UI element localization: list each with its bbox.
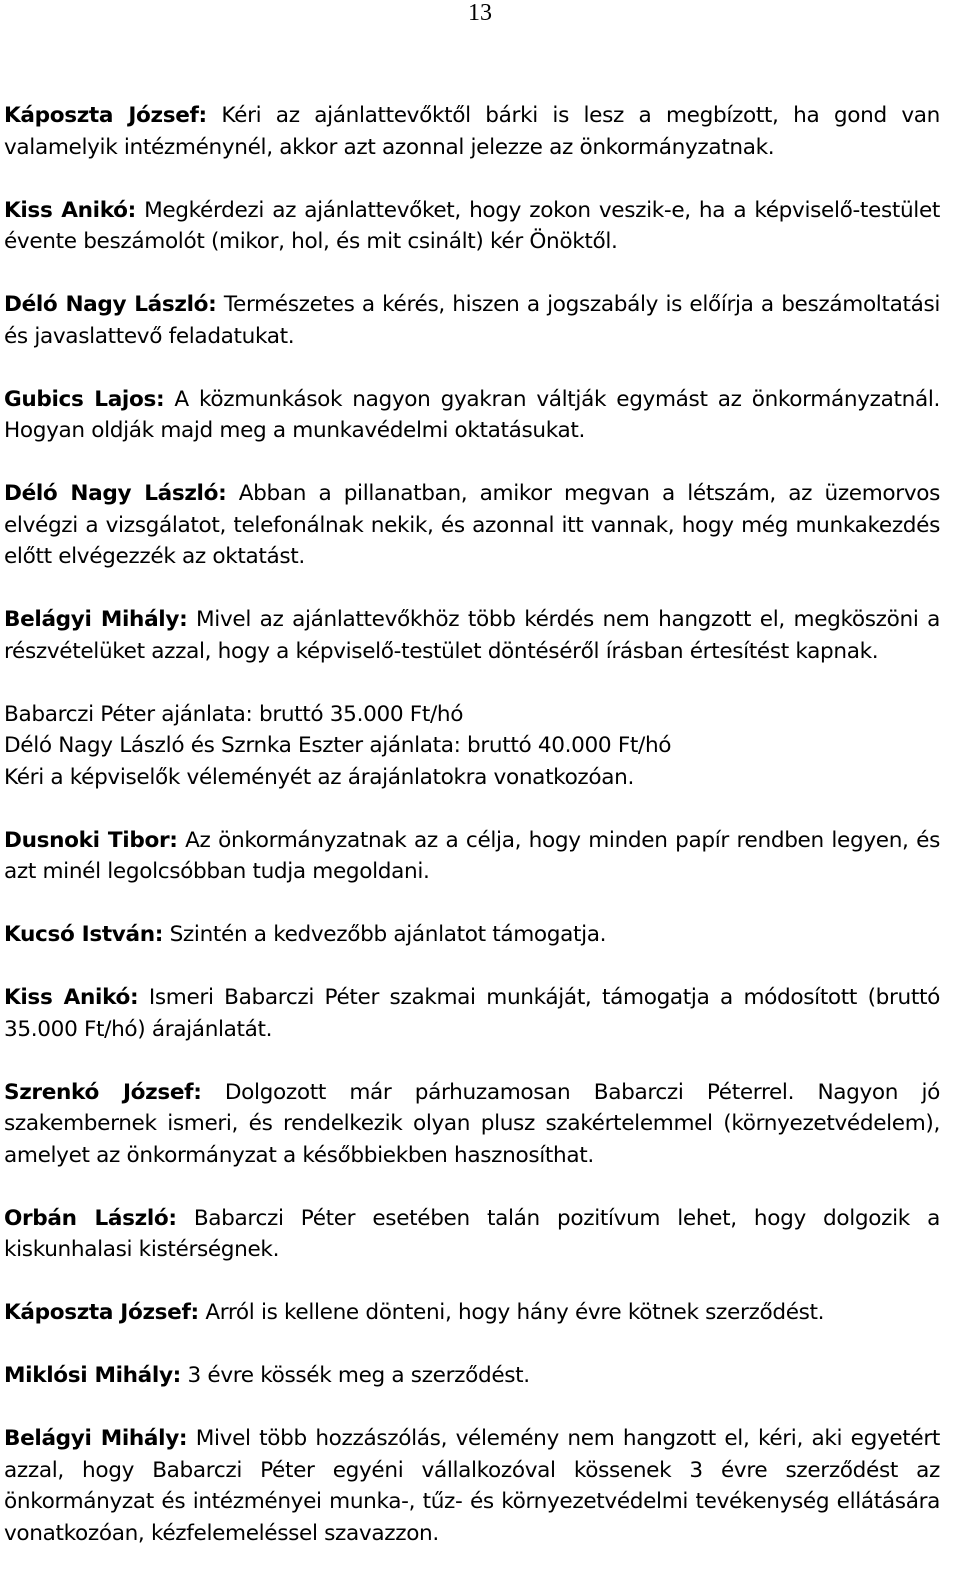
statement-delo-2 bbox=[4, 478, 940, 573]
statement-kaposzta-1 bbox=[4, 100, 940, 163]
statement-kaposzta-2 bbox=[4, 1297, 940, 1329]
statement-belagyi-2 bbox=[4, 1423, 940, 1549]
statement-text: Megkérdezi az ajánlattevőket, hogy zokon veszik-e, ha a képviselő-testület évente beszámolót (mikor, hol, és mit csinált) kér Önöktől. bbox=[4, 197, 941, 254]
offers-block bbox=[4, 699, 940, 794]
statement-text: 3 évre kössék meg a szerződést. bbox=[187, 1363, 530, 1388]
statement-text: Ismeri Babarczi Péter szakmai munkáját, támogatja a módosított (bruttó 35.000 Ft/hó) árajánlatát. bbox=[4, 985, 940, 1042]
statement-kiss-2 bbox=[4, 982, 940, 1045]
statement-text: Természetes a kérés, hiszen a jogszabály is előírja a beszámoltatási és javaslattevő feladatukat. bbox=[4, 292, 941, 349]
speaker-name: Orbán László: bbox=[4, 1205, 177, 1231]
speaker-name: Gubics Lajos: bbox=[4, 386, 165, 412]
speaker-name: Belágyi Mihály: bbox=[4, 607, 188, 632]
offer-request: Kéri a képviselők véleményét az árajánlatokra vonatkozóan. bbox=[4, 764, 635, 790]
statement-miklosi bbox=[4, 1360, 940, 1392]
statement-text: Babarczi Péter esetében talán pozitívum lehet, hogy dolgozik a kiskunhalasi kistérségnek. bbox=[4, 1205, 940, 1262]
speaker-name: Miklósi Mihály: bbox=[4, 1363, 181, 1388]
speaker-name: Kucsó István: bbox=[4, 922, 164, 947]
statement-delo-1 bbox=[4, 289, 940, 352]
statement-text: Dolgozott már párhuzamosan Babarczi Péterrel. Nagyon jó szakembernek ismeri, és rendelkezik olyan plusz szakértelemmel (környezetvédelem), amelyet az önkormányzat a későbbiekben hasznosíthat. bbox=[4, 1079, 941, 1168]
speaker-name: Kiss Anikó: bbox=[4, 197, 136, 223]
statement-text: Az önkormányzatnak az a célja, hogy minden papír rendben legyen, és azt minél legolcsóbban tudja megoldani. bbox=[4, 827, 940, 884]
statement-gubics bbox=[4, 384, 940, 447]
page-number: 13 bbox=[468, 0, 492, 26]
speaker-name: Déló Nagy László: bbox=[4, 481, 227, 506]
statement-text: Mivel az ajánlattevőkhöz több kérdés nem hangzott el, megköszöni a részvételüket azzal, hogy a képviselő-testület döntéséről írásban értesítést kapnak. bbox=[4, 607, 940, 664]
speaker-name: Káposzta József: bbox=[4, 1300, 199, 1325]
statement-belagyi-1 bbox=[4, 604, 940, 667]
statement-kucso bbox=[4, 919, 940, 951]
speaker-name: Belágyi Mihály: bbox=[4, 1426, 188, 1451]
statement-kiss-1 bbox=[4, 195, 940, 258]
offer-delo-szrnka: Déló Nagy László és Szrnka Eszter ajánlata: bruttó 40.000 Ft/hó bbox=[4, 733, 672, 758]
offer-babarczi: Babarczi Péter ajánlata: bruttó 35.000 Ft/hó bbox=[4, 701, 464, 727]
statement-text: Kéri az ajánlattevőktől bárki is lesz a megbízott, ha gond van valamelyik intézménynél, akkor azt azonnal jelezze az önkormányzatnak. bbox=[4, 103, 941, 160]
speaker-name: Szrenkó József: bbox=[4, 1079, 202, 1105]
speaker-name: Káposzta József: bbox=[4, 103, 207, 128]
statement-szrenko bbox=[4, 1077, 940, 1172]
statement-text: Szintén a kedvezőbb ajánlatot támogatja. bbox=[169, 922, 607, 947]
statement-text: Arról is kellene dönteni, hogy hány évre kötnek szerződést. bbox=[205, 1300, 825, 1325]
statement-text: Mivel több hozzászólás, vélemény nem hangzott el, kéri, aki egyetért azzal, hogy Babarczi Péter egyéni vállalkozóval kössenek 3 évre szerződést az önkormányzat és intézményei munka-, tűz- és környezetvédelmi tevékenység ellátására vonatkozóan, kézfelemeléssel szavazzon. bbox=[4, 1426, 941, 1546]
minutes-body bbox=[4, 100, 940, 1549]
statement-text: A közmunkások nagyon gyakran váltják egymást az önkormányzatnál. Hogyan oldják majd meg a munkavédelmi oktatásukat. bbox=[4, 386, 941, 443]
statement-dusnoki bbox=[4, 825, 940, 888]
speaker-name: Dusnoki Tibor: bbox=[4, 827, 178, 853]
statement-orban bbox=[4, 1203, 940, 1266]
speaker-name: Déló Nagy László: bbox=[4, 292, 217, 317]
speaker-name: Kiss Anikó: bbox=[4, 985, 139, 1010]
statement-text: Abban a pillanatban, amikor megvan a létszám, az üzemorvos elvégzi a vizsgálatot, telefonálnak nekik, és azonnal itt vannak, hogy még munkakezdés előtt elvégezzék az oktatást. bbox=[4, 481, 941, 569]
